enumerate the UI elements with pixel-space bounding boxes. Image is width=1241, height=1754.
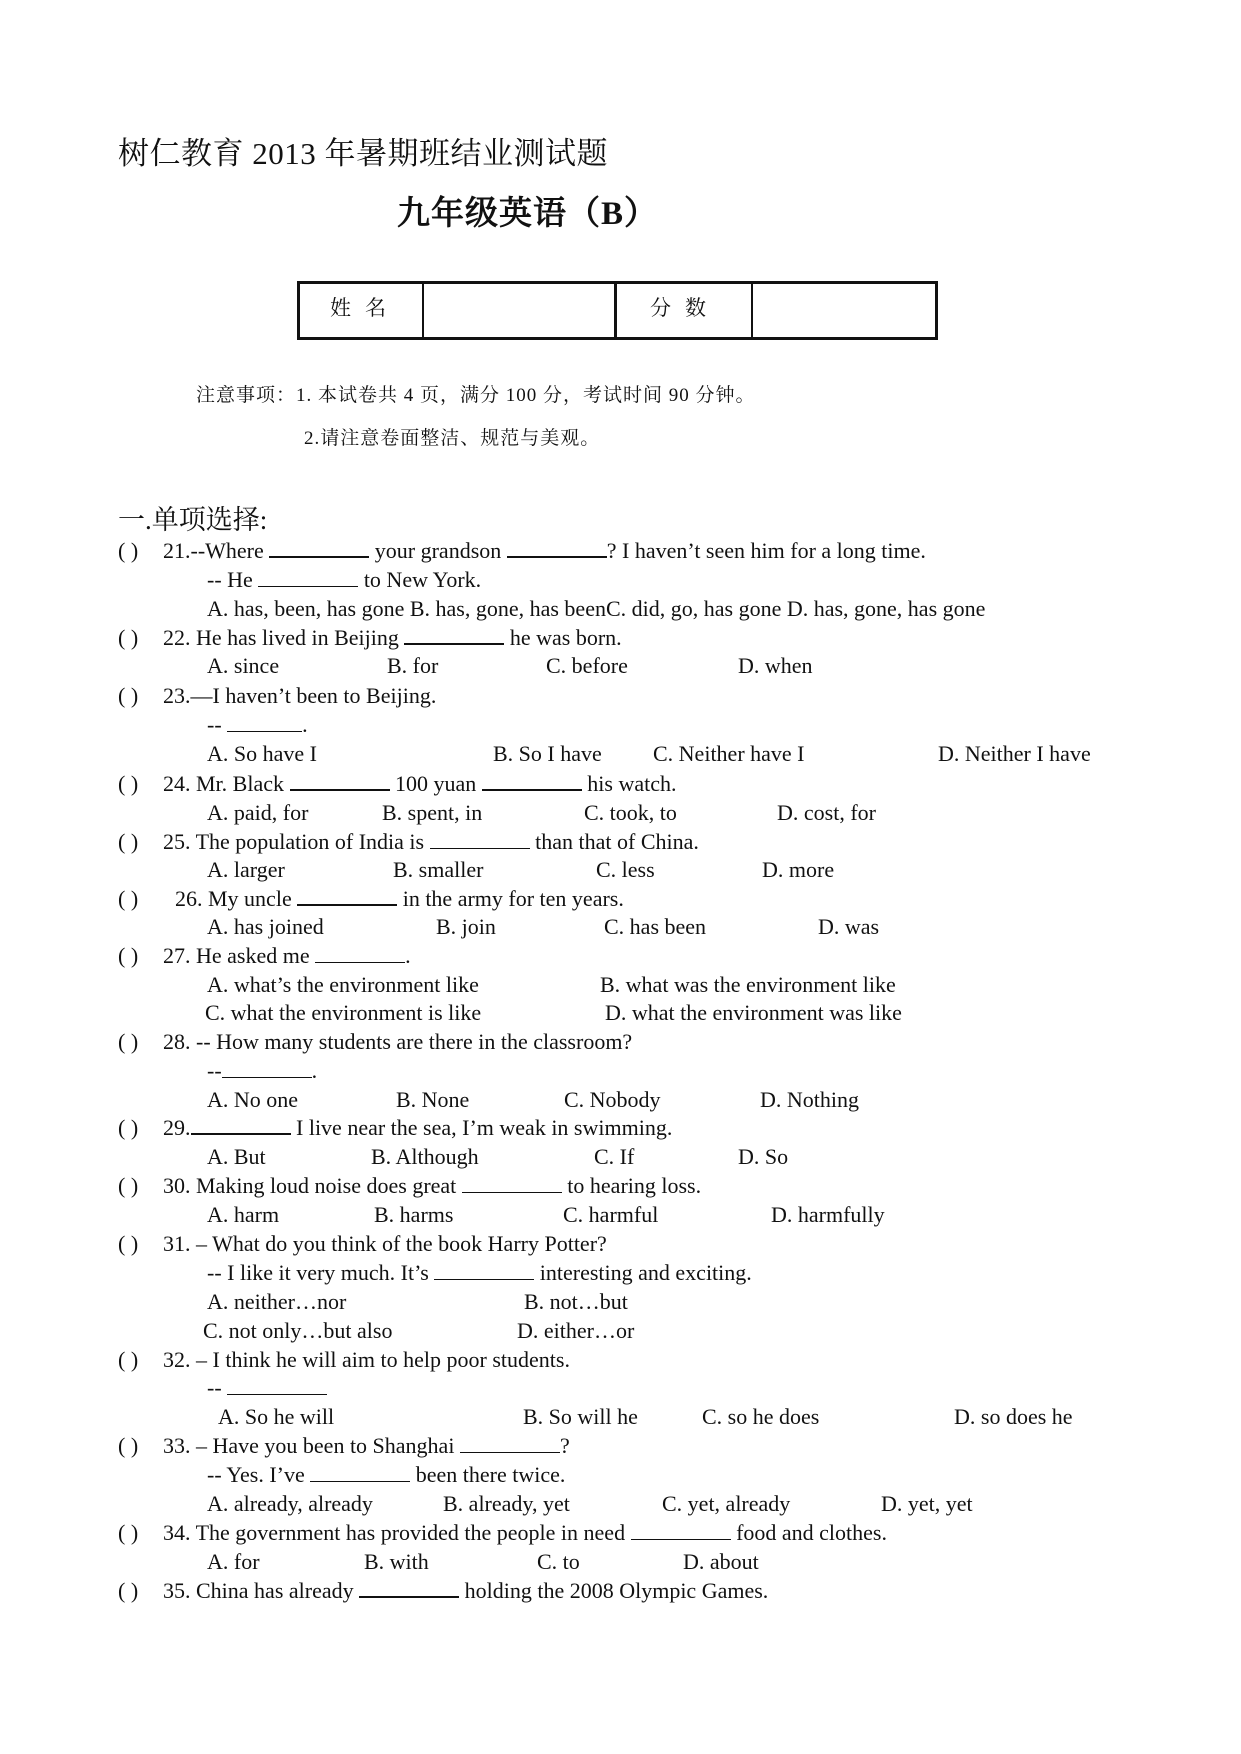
option-c: C. harmful [563,1202,659,1227]
option-a: A. what’s the environment like [207,972,479,997]
q27-text-a: 27. He asked me [163,943,310,968]
option-d: D. harmfully [771,1202,885,1227]
notice-line-1: 注意事项：1. 本试卷共 4 页，满分 100 分，考试时间 90 分钟。 [196,385,756,406]
q21-line2-b: to New York. [363,567,482,592]
option-b: B. So will he [523,1404,638,1429]
q28-line2-end: . [311,1058,318,1083]
answer-blank[interactable] [269,555,369,558]
exam-title: 树仁教育 2013 年暑期班结业测试题 [118,136,608,171]
q30-text-a: 30. Making loud noise does great [163,1173,457,1198]
option-a: A. neither…nor [207,1289,347,1314]
answer-paren[interactable]: ( ) [118,1347,139,1372]
q24-text-c: his watch. [587,771,677,796]
option-d: D. yet, yet [881,1491,973,1516]
question-21-line-2 [207,567,481,593]
q32-line2: -- [207,1375,222,1400]
option-b: B. Although [371,1144,479,1169]
q34-text-b: food and clothes. [736,1520,887,1545]
q31-line2-a: -- I like it very much. It’s [207,1260,429,1285]
option-a: A. has joined [207,914,324,939]
option-c: C. so he does [702,1404,820,1429]
option-b: B. So I have [493,741,602,766]
answer-paren[interactable]: ( ) [118,771,139,796]
question-22 [163,625,622,651]
option-c: C. If [594,1144,635,1169]
question-23-line-2 [207,712,308,738]
q23-line2-end: . [302,712,308,737]
option-d: D. so does he [954,1404,1073,1429]
option-b: B. spent, in [382,800,483,825]
q23-line2: -- [207,712,222,737]
q33-text-b: ? [559,1433,570,1458]
answer-blank[interactable] [482,788,582,791]
answer-paren[interactable]: ( ) [118,1578,139,1603]
option-d: D. So [738,1144,789,1169]
option-a: A. larger [207,857,285,882]
option-c: C. Nobody [564,1087,661,1112]
q34-text-a: 34. The government has provided the people in need [163,1520,626,1545]
question-28-line-2 [207,1058,317,1084]
option-b: B. not…but [524,1289,628,1314]
question-32-line-2 [207,1375,327,1401]
answer-paren[interactable]: ( ) [118,1115,139,1140]
q33-line2-a: -- Yes. I’ve [207,1462,305,1487]
option-a: A. But [207,1144,266,1169]
answer-paren[interactable]: ( ) [118,1029,139,1054]
q27-text-b: . [405,943,411,968]
q26-text-a: 26. My uncle [175,886,292,911]
q24-text-b: 100 yuan [395,771,477,796]
answer-blank[interactable] [310,1480,410,1482]
question-35 [163,1578,768,1604]
option-c: C. Neither have I [653,741,805,766]
question-34 [163,1520,887,1546]
score-field[interactable] [753,284,935,337]
answer-blank[interactable] [462,1191,562,1193]
option-c: C. less [596,857,655,882]
option-a: A. So have I [207,741,317,766]
option-a: A. So he will [218,1404,335,1429]
option-d: D. more [762,857,835,882]
q25-text-a: 25. The population of India is [163,829,425,854]
question-31-line-2 [207,1260,752,1286]
answer-paren[interactable]: ( ) [118,683,139,708]
q26-text-b: in the army for ten years. [402,886,624,911]
section-title: 一.单项选择: [118,505,268,535]
answer-blank[interactable] [434,1278,534,1280]
option-d: D. either…or [517,1318,635,1343]
q22-text-a: 22. He has lived in Beijing [163,625,399,650]
option-c: C. has been [604,914,707,939]
answer-paren[interactable]: ( ) [118,538,139,563]
option-b: B. harms [374,1202,454,1227]
q30-text-b: to hearing loss. [567,1173,702,1198]
option-b: B. smaller [393,857,484,882]
option-a: A. already, already [207,1491,373,1516]
q25-text-b: than that of China. [535,829,699,854]
option-c: C. to [537,1549,580,1574]
student-info-table [297,281,938,340]
option-a: A. paid, for [207,800,309,825]
option-d: D. about [683,1549,759,1574]
answer-blank[interactable] [227,1393,327,1395]
q29-text-a: 29. [163,1115,191,1140]
answer-blank[interactable] [258,585,358,587]
option-c: C. before [546,653,628,678]
name-label: 姓名 [300,284,424,337]
answer-paren[interactable]: ( ) [118,829,139,854]
answer-blank[interactable] [227,730,302,732]
q28-line2: -- [207,1058,222,1083]
question-24 [163,771,676,797]
q24-text-a: 24. Mr. Black [163,771,284,796]
q21-text-b: your grandson [374,538,502,563]
option-b: B. None [396,1087,470,1112]
option-a: A. No one [207,1087,299,1112]
answer-blank[interactable] [297,903,397,906]
option-d: D. when [738,653,813,678]
option-d: D. Neither I have [938,741,1091,766]
option-c: C. took, to [584,800,677,825]
option-d: D. cost, for [777,800,876,825]
answer-blank[interactable] [631,1538,731,1540]
option-d: D. Nothing [760,1087,859,1112]
q31-line2-b: interesting and exciting. [539,1260,752,1285]
question-29 [163,1115,672,1141]
option-b: B. what was the environment like [600,972,896,997]
option-b: B. already, yet [443,1491,570,1516]
answer-paren[interactable]: ( ) [118,1520,139,1545]
option-b: B. for [387,653,439,678]
q35-text-b: holding the 2008 Olympic Games. [464,1578,769,1603]
option-a: A. for [207,1549,260,1574]
option-b: B. with [364,1549,429,1574]
answer-paren[interactable]: ( ) [118,1173,139,1198]
q33-text-a: 33. – Have you been to Shanghai [163,1433,455,1458]
answer-paren[interactable]: ( ) [118,943,139,968]
option-d: D. what the environment was like [605,1000,902,1025]
question-27 [163,943,411,969]
answer-paren[interactable]: ( ) [118,625,139,650]
answer-blank[interactable] [191,1132,291,1135]
answer-paren[interactable]: ( ) [118,1231,139,1256]
option-a: A. harm [207,1202,280,1227]
answer-paren[interactable]: ( ) [118,886,139,911]
q35-text-a: 35. China has already [163,1578,354,1603]
answer-blank[interactable] [290,788,390,791]
question-31: 31. – What do you think of the book Harry Potter? [163,1231,607,1256]
question-33-line-2 [207,1462,565,1488]
question-33 [163,1433,570,1459]
answer-blank[interactable] [460,1451,560,1453]
option-c: C. yet, already [662,1491,791,1516]
answer-blank[interactable] [222,1076,312,1078]
option-c: C. what the environment is like [205,1000,482,1025]
answer-blank[interactable] [507,555,607,558]
option-d: D. was [818,914,880,939]
q22-text-b: he was born. [509,625,622,650]
question-23: 23.—I haven’t been to Beijing. [163,683,437,708]
q21-options: A. has, been, has gone B. has, gone, has beenC. did, go, has gone D. has, gone, has gone [207,596,986,621]
question-32: 32. – I think he will aim to help poor students. [163,1347,570,1372]
answer-paren[interactable]: ( ) [118,1433,139,1458]
name-field[interactable] [424,284,617,337]
answer-blank[interactable] [404,642,504,645]
question-28: 28. -- How many students are there in the classroom? [163,1029,633,1054]
answer-blank[interactable] [359,1595,459,1598]
answer-blank[interactable] [315,961,405,963]
score-label: 分数 [617,284,753,337]
option-c: C. not only…but also [203,1318,393,1343]
question-26 [175,886,624,912]
q21-text-a: 21.--Where [163,538,264,563]
q21-text-c: ? I haven’t seen him for a long time. [606,538,926,563]
question-30 [163,1173,701,1199]
q21-line2-a: -- He [207,567,253,592]
question-25 [163,829,699,855]
option-b: B. join [436,914,496,939]
q33-line2-b: been there twice. [415,1462,566,1487]
q29-text-b: I live near the sea, I’m weak in swimming. [296,1115,673,1140]
notice-line-2: 2.请注意卷面整洁、规范与美观。 [304,428,601,449]
exam-subtitle: 九年级英语（B） [397,196,659,232]
question-21 [163,538,926,564]
answer-blank[interactable] [430,847,530,849]
option-a: A. since [207,653,280,678]
